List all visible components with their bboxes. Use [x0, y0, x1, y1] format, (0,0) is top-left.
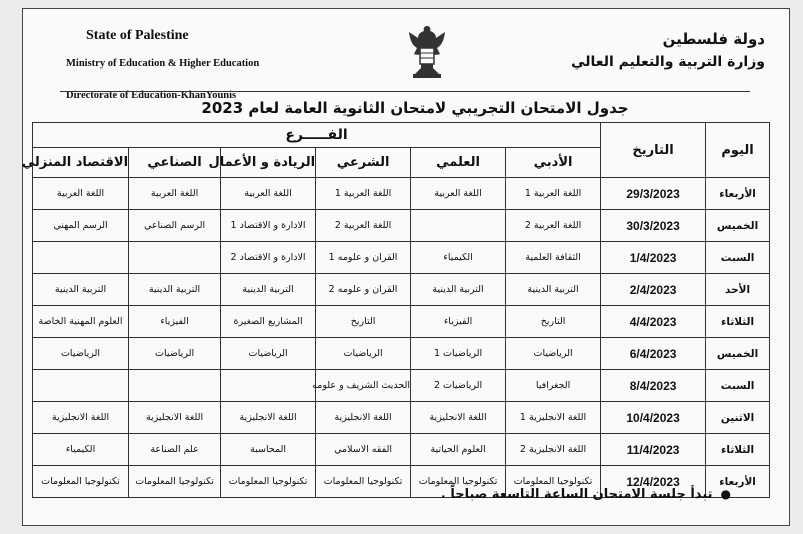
- subject-cell: الرياضيات: [221, 338, 316, 370]
- ministry-english: Ministry of Education & Higher Education: [66, 58, 260, 69]
- subject-cell: التربية الدينية: [221, 274, 316, 306]
- subject-cell: تكنولوجيا المعلومات: [411, 466, 506, 498]
- footer-note: [441, 487, 731, 502]
- subject-cell: الرسم المهني: [33, 210, 129, 242]
- subject-cell: [129, 242, 221, 274]
- subject-cell: التاريخ: [506, 306, 601, 338]
- subject-cell: تكنولوجيا المعلومات: [129, 466, 221, 498]
- header-branch: الشرعي: [316, 148, 411, 178]
- subject-cell: اللغة العربية 1: [316, 178, 411, 210]
- subject-cell: تكنولوجيا المعلومات: [33, 466, 129, 498]
- branch-group-label: الفـــــرع: [285, 127, 348, 143]
- subject-cell: الثقافة العلمية: [506, 242, 601, 274]
- subject-cell: العلوم الحياتية: [411, 434, 506, 466]
- subject-cell: تكنولوجيا المعلومات: [221, 466, 316, 498]
- subject-cell: الرسم الصناعي: [129, 210, 221, 242]
- state-english: State of Palestine: [86, 28, 189, 43]
- date-cell: 8/4/2023: [601, 370, 706, 402]
- note-text: تبدأ جلسة الامتحان الساعة التاسعة صباحاً .: [440, 487, 713, 502]
- subject-cell: الجغرافيا: [506, 370, 601, 402]
- subject-cell: اللغة الانجليزية: [33, 402, 129, 434]
- subject-cell: اللغة الانجليزية 1: [506, 402, 601, 434]
- subject-cell: [33, 370, 129, 402]
- subject-cell: الرياضيات: [506, 338, 601, 370]
- day-cell: الاثنين: [706, 402, 770, 434]
- day-cell: الأربعاء: [706, 466, 770, 498]
- subject-cell: الحديث الشريف و علومه: [316, 370, 411, 402]
- subject-cell: تكنولوجيا المعلومات: [316, 466, 411, 498]
- subject-cell: اللغة العربية: [411, 178, 506, 210]
- subject-cell: التاريخ: [316, 306, 411, 338]
- subject-cell: الفقه الاسلامي: [316, 434, 411, 466]
- subject-cell: اللغة العربية: [33, 178, 129, 210]
- subject-cell: الكيمياء: [33, 434, 129, 466]
- subject-cell: القران و علومه 2: [316, 274, 411, 306]
- table-row: [33, 274, 770, 306]
- page-title: جدول الامتحان التجريبي لامتحان الثانوية العامة لعام 2023: [201, 99, 629, 117]
- subject-cell: التربية الدينية: [33, 274, 129, 306]
- date-cell: 1/4/2023: [601, 242, 706, 274]
- date-cell: 4/4/2023: [601, 306, 706, 338]
- header-branch-group: [33, 123, 601, 148]
- subject-cell: [33, 242, 129, 274]
- subject-cell: الرياضيات 1: [411, 338, 506, 370]
- subject-cell: اللغة العربية: [221, 178, 316, 210]
- day-cell: الأحد: [706, 274, 770, 306]
- subject-cell: العلوم المهنية الخاصة: [33, 306, 129, 338]
- bullet-icon: ●: [720, 487, 731, 501]
- table-row: [33, 402, 770, 434]
- subject-cell: التربية الدينية: [411, 274, 506, 306]
- header-date: التاريخ: [601, 123, 706, 178]
- subject-cell: الرياضيات: [129, 338, 221, 370]
- subject-cell: الفيزياء: [129, 306, 221, 338]
- subject-cell: [411, 210, 506, 242]
- date-cell: 2/4/2023: [601, 274, 706, 306]
- subject-cell: اللغة الانجليزية: [129, 402, 221, 434]
- subject-cell: اللغة الانجليزية: [221, 402, 316, 434]
- date-cell: 12/4/2023: [601, 466, 706, 498]
- date-cell: 11/4/2023: [601, 434, 706, 466]
- ministry-arabic: وزارة التربية والتعليم العالي: [571, 54, 765, 70]
- day-cell: الأربعاء: [706, 178, 770, 210]
- subject-cell: [129, 370, 221, 402]
- subject-cell: الرياضيات 2: [411, 370, 506, 402]
- subject-cell: علم الصناعة: [129, 434, 221, 466]
- date-cell: 10/4/2023: [601, 402, 706, 434]
- exam-schedule-table: [21, 122, 770, 498]
- subject-cell: الرياضيات: [33, 338, 129, 370]
- subject-cell: القران و علومه 1: [316, 242, 411, 274]
- subject-cell: التربية الدينية: [129, 274, 221, 306]
- header-branch: العلمي: [411, 148, 506, 178]
- table-row: [33, 306, 770, 338]
- subject-cell: الادارة و الاقتصاد 1: [221, 210, 316, 242]
- day-cell: السبت: [706, 370, 770, 402]
- table-row: [33, 242, 770, 274]
- subject-cell: اللغة العربية: [129, 178, 221, 210]
- subject-cell: الادارة و الاقتصاد 2: [221, 242, 316, 274]
- day-cell: الخميس: [706, 210, 770, 242]
- date-cell: 30/3/2023: [601, 210, 706, 242]
- header-branch: الريادة و الأعمال: [221, 148, 316, 178]
- subject-cell: اللغة العربية 1: [506, 178, 601, 210]
- subject-cell: الرياضيات: [316, 338, 411, 370]
- day-cell: الخميس: [706, 338, 770, 370]
- palestine-eagle-emblem-icon: [405, 22, 449, 82]
- date-cell: 29/3/2023: [601, 178, 706, 210]
- header-arabic: [571, 30, 765, 70]
- header-day: اليوم: [706, 123, 770, 178]
- table-row: [33, 370, 770, 402]
- table-row: [33, 210, 770, 242]
- header-divider: [60, 91, 750, 92]
- header-branch: الأدبي: [506, 148, 601, 178]
- subject-cell: التربية الدينية: [506, 274, 601, 306]
- subject-cell: الكيمياء: [411, 242, 506, 274]
- subject-cell: اللغة الانجليزية: [411, 402, 506, 434]
- subject-cell: اللغة الانجليزية 2: [506, 434, 601, 466]
- subject-cell: اللغة العربية 2: [506, 210, 601, 242]
- schedule-body: [33, 178, 770, 498]
- subject-cell: [221, 370, 316, 402]
- table-row: [33, 338, 770, 370]
- day-cell: الثلاثاء: [706, 434, 770, 466]
- header-branch: الاقتصاد المنزلي: [33, 148, 129, 178]
- subject-cell: الفيزياء: [411, 306, 506, 338]
- subject-cell: المشاريع الصغيرة: [221, 306, 316, 338]
- subject-cell: تكنولوجيا المعلومات: [506, 466, 601, 498]
- table-row: [33, 178, 770, 210]
- subject-cell: اللغة العربية 2: [316, 210, 411, 242]
- state-arabic: دولة فلسطين: [662, 30, 765, 48]
- directorate-english: Directorate of Education-KhanYounis: [66, 90, 237, 101]
- day-cell: السبت: [706, 242, 770, 274]
- date-cell: 6/4/2023: [601, 338, 706, 370]
- header-branch: الصناعي: [129, 148, 221, 178]
- subject-cell: اللغة الانجليزية: [316, 402, 411, 434]
- subject-cell: المحاسبة: [221, 434, 316, 466]
- day-cell: الثلاثاء: [706, 306, 770, 338]
- table-row: [33, 434, 770, 466]
